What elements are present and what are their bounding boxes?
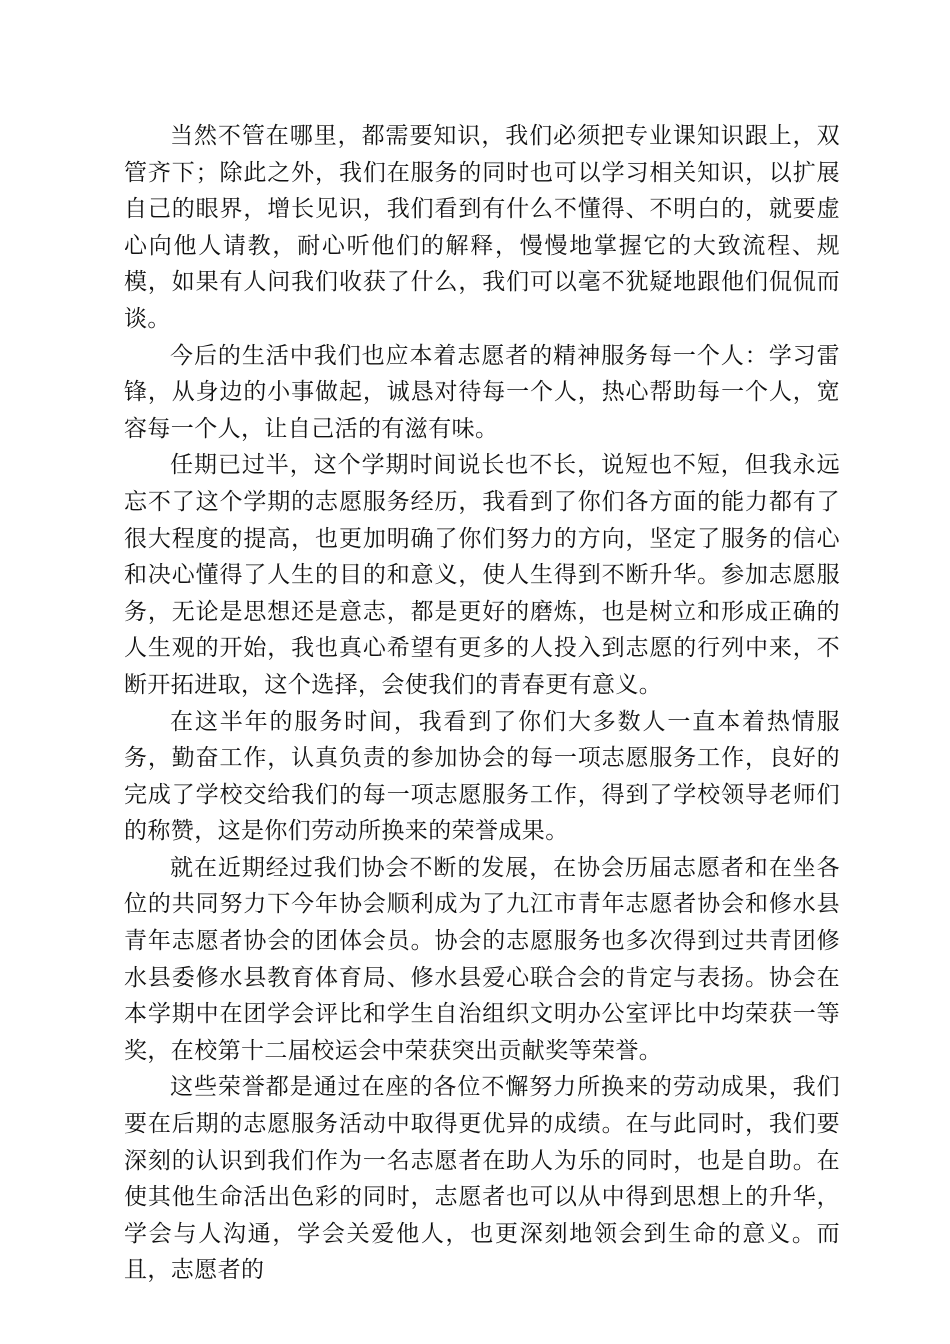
paragraph-2: 今后的生活中我们也应本着志愿者的精神服务每一个人：学习雷锋，从身边的小事做起，诚恳对待每一个人，热心帮助每一个人，宽容每一个人，让自己活的有滋有味。 — [124, 342, 840, 442]
paragraph-5: 就在近期经过我们协会不断的发展，在协会历届志愿者和在坐各位的共同努力下今年协会顺利成为了九江市青年志愿者协会和修水县青年志愿者协会的团体会员。协会的志愿服务也多次得到过共青团修水县委修水县教育体育局、修水县爱心联合会的肯定与表扬。协会在本学期中在团学会评比和学生自治组织文明办公室评比中均荣获一等奖，在校第十二届校运会中荣获突出贡献奖等荣誉。 — [124, 854, 840, 1064]
paragraph-3: 任期已过半，这个学期时间说长也不长，说短也不短，但我永远忘不了这个学期的志愿服务经历，我看到了你们各方面的能力都有了很大程度的提高，也更加明确了你们努力的方向，坚定了服务的信心和决心懂得了人生的目的和意义，使人生得到不断升华。参加志愿服务，无论是思想还是意志，都是更好的磨炼，也是树立和形成正确的人生观的开始，我也真心希望有更多的人投入到志愿的行列中来，不断开拓进取，这个选择，会使我们的青春更有意义。 — [124, 452, 840, 698]
paragraph-4: 在这半年的服务时间，我看到了你们大多数人一直本着热情服务，勤奋工作，认真负责的参加协会的每一项志愿服务工作，良好的完成了学校交给我们的每一项志愿服务工作，得到了学校领导老师们的称赞，这是你们劳动所换来的荣誉成果。 — [124, 708, 840, 845]
document-body — [124, 118, 840, 1289]
paragraph-1: 当然不管在哪里，都需要知识，我们必须把专业课知识跟上，双管齐下；除此之外，我们在服务的同时也可以学习相关知识，以扩展自己的眼界，增长见识，我们看到有什么不懂得、不明白的，就要虚心向他人请教，耐心听他们的解释，慢慢地掌握它的大致流程、规模，如果有人问我们收获了什么，我们可以毫不犹疑地跟他们侃侃而谈。 — [124, 123, 840, 332]
paragraph-6: 这些荣誉都是通过在座的各位不懈努力所换来的劳动成果，我们要在后期的志愿服务活动中取得更优异的成绩。在与此同时，我们要深刻的认识到我们作为一名志愿者在助人为乐的同时，也是自助。在使其他生命活出色彩的同时，志愿者也可以从中得到思想上的升华，学会与人沟通，学会关爱他人，也更深刻地领会到生命的意义。而且，志愿者的 — [124, 1074, 840, 1284]
